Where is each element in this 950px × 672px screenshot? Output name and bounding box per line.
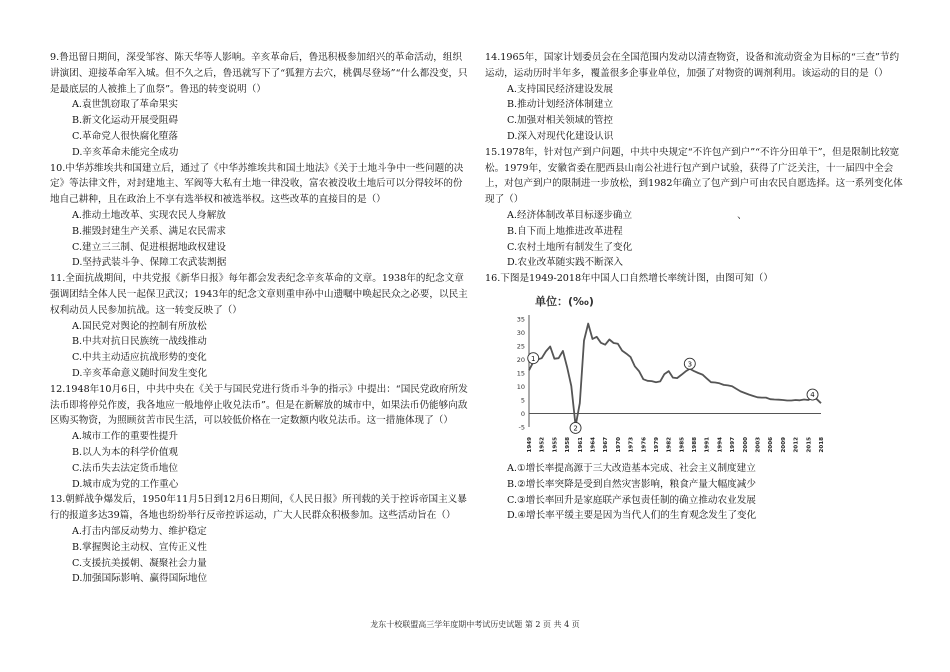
annotation-label: 2 [573,424,578,433]
question-14 [485,50,905,145]
option-c[interactable]: C.建立三三制、促进根据地政权建设 [72,241,226,253]
option-c[interactable]: C.革命党人很快腐化堕落 [72,130,178,142]
annotation-label: 4 [810,391,815,400]
option-c[interactable]: C.农村土地所有制发生了变化 [507,241,633,253]
y-tick-label: 20 [516,355,525,364]
option-a[interactable]: A.①增长率提高源于三大改造基本完成、社会主义制度建立 [507,462,756,474]
y-tick-label: 10 [516,382,525,391]
option-a[interactable]: A.城市工作的重要性提升 [72,431,178,443]
chart-title: 单位：(‰) [535,294,594,308]
chart-canvas [505,293,835,461]
question-12 [50,382,470,493]
option-a[interactable]: A.推动土地改革、实现农民人身解放 [72,209,226,221]
x-tick-label: 2009 [780,436,787,453]
y-tick-label: 25 [516,342,525,351]
question-stem: 12.1948年10月6日，中共中央在《关于与国民党进行货币斗争的指示》中提出：“国民党政府所发法币即将停兑作废，我各地应一般地停止收兑法币”。但是在新解放的城市中，如果法币仍能够向敌区购买物资，为照顾贫苦市民生活，可以较低价格在一定数额内收兑法币。这一措施体现了（） [50,383,468,427]
annotation-label: 1 [530,354,536,363]
x-tick-label: 1952 [539,436,546,453]
question-stem: 15.1978年，针对包产到户问题，中共中央规定“不许包产到户”“不许分田单干”，但是限制比较宽松。1979年，安徽省委在肥西县山南公社进行包产到户试验，获得了广泛关注，十一届四中全会上，对包产到户的限制进一步放松，到1982年确立了包产到户可由农民自愿选择。这一系列变化体现了（） [485,146,903,206]
x-tick-label: 2015 [806,436,813,453]
question-16 [485,271,905,524]
y-tick-label: 30 [516,328,525,337]
question-9 [50,50,470,161]
question-13 [50,492,470,587]
x-tick-label: 1967 [603,436,610,453]
x-tick-label: 2003 [755,436,762,453]
option-b[interactable]: B.掌握舆论主动权、宣传正义性 [72,541,207,553]
option-c[interactable]: C.支援抗美援朝、凝聚社会力量 [72,557,207,569]
x-tick-label: 1964 [590,436,597,453]
question-10 [50,161,470,272]
option-d[interactable]: D.城市成为党的工作重心 [72,478,179,490]
x-tick-label: 1985 [679,436,686,453]
option-b[interactable]: B.推动计划经济体制建立 [507,99,614,111]
question-stem: 16.下图是1949-2018年中国人口自然增长率统计图，由图可知（） [485,273,773,285]
option-b[interactable]: B.新文化运动开展受阻碍 [72,115,179,127]
option-c[interactable]: C.加强对相关领域的管控 [507,115,613,127]
option-a[interactable] [485,208,905,224]
option-a[interactable]: A.打击内部反动势力、维护稳定 [72,525,207,537]
question-11 [50,271,470,382]
page-footer: 龙东十校联盟高三学年度期中考试历史试题 第 2 页 共 4 页 [370,620,580,629]
x-tick-label: 1997 [730,436,737,453]
question-stem: 14.1965年，国家计划委员会在全国范围内发动以清查物资，设备和流动资金为目标的“三查”节约运动，运动历时半年多，覆盖很多企事业单位，加强了对物资的调剂利用。该运动的目的是（） [485,52,900,79]
option-b[interactable]: B.自下而上地推进改革进程 [507,225,623,237]
right-column [485,50,905,524]
stray-mark: 、 [737,209,747,221]
option-c[interactable]: C.中共主动适应抗战形势的变化 [72,352,207,364]
option-d[interactable]: D.④增长率平缓主要是因为当代人们的生育观念发生了变化 [507,510,757,522]
question-stem: 13.朝鲜战争爆发后，1950年11月5日到12月6日期间，《人民日报》所刊载的关于控诉帝国主义暴行的报道多达39篇，各地也纷纷举行反帝控诉运动，广大人民群众积极参加。这些活动旨在（） [50,494,467,522]
y-tick-label: 0 [520,409,525,418]
growth-rate-line [529,324,821,426]
x-tick-label: 2006 [768,436,775,453]
option-b[interactable]: B.摧毁封建生产关系、满足农民需求 [72,225,227,237]
option-b[interactable]: B.中共对抗日民族统一战线推动 [72,336,207,348]
x-tick-label: 2000 [742,436,749,453]
question-15 [485,145,905,271]
option-d[interactable]: D.坚持武装斗争、保障工农武装割据 [72,257,227,269]
y-tick-label: 15 [516,369,525,378]
x-tick-label: 1958 [565,436,572,453]
x-tick-label: 1970 [615,436,622,453]
option-c[interactable]: C.法币失去法定货币地位 [72,462,178,474]
x-tick-label: 1961 [577,436,584,453]
y-tick-label: 5 [520,396,525,405]
option-d[interactable]: D.农业改革随实践不断深入 [507,257,623,269]
option-c[interactable]: C.③增长率回升是家庭联产承包责任制的确立推动农业发展 [507,494,756,506]
left-column [50,50,470,587]
question-stem: 9.鲁迅留日期间，深受邹容、陈天华等人影响。辛亥革命后，鲁迅积极参加绍兴的革命活动，组织讲演团、迎接革命军入城。但不久之后，鲁迅就写下了“狐狸方去穴，桃偶尽登场”“什么都没变，只是最底层的人被推上了血祭”。鲁迅的转变说明（） [50,52,468,95]
option-a[interactable]: A.国民党对舆论的控制有所放松 [72,320,207,332]
annotation-label: 3 [687,360,693,369]
x-tick-label: 1973 [628,436,635,453]
x-tick-label: 1979 [653,436,660,453]
x-tick-label: 2012 [793,436,800,453]
x-tick-label: 1994 [717,436,724,453]
option-d[interactable]: D.深入对现代化建设认识 [507,130,614,142]
option-d[interactable]: D.辛亥革命意义随时间发生变化 [72,367,208,379]
y-tick-label: -5 [518,423,525,432]
option-a[interactable]: A.支持国民经济建设发展 [507,83,613,95]
question-stem: 10.中华苏维埃共和国建立后，通过了《中华苏维埃共和国土地法》《关于土地斗争中一些问题的决定》等法律文件，对封建地主、军阀等大私有土地一律没收，富农被没收土地后可以分得较坏的份地自己耕种，且在政治上不享有选举权和被选举权。这些改革的直接目的是（） [50,162,464,206]
x-tick-label: 1949 [527,436,533,453]
x-tick-label: 1955 [552,436,559,453]
option-a[interactable]: A.袁世凯窃取了革命果实 [72,99,178,111]
option-b[interactable]: B.以人为本的科学价值观 [72,446,179,458]
y-tick-label: 35 [516,315,525,324]
option-d[interactable]: D.加强国际影响、赢得国际地位 [72,573,208,585]
x-tick-label: 1976 [641,436,648,453]
x-tick-label: 1988 [692,436,699,453]
x-tick-label: 1991 [704,436,711,453]
option-b[interactable]: B.②增长率突降是受到自然灾害影响，粮食产量大幅度减少 [507,478,756,490]
question-stem: 11.全面抗战期间，中共党报《新华日报》每年都会发表纪念辛亥革命的文章。1938年的纪念文章强调团结全体人民一起保卫武汉；1943年的纪念文章则重申孙中山遗嘱中唤起民众之必要，以民主权利动员人民参加抗战。这一转变反映了（） [50,273,468,316]
x-tick-label: 2018 [819,436,825,453]
option-d[interactable]: D.辛亥革命未能完全成功 [72,146,179,158]
x-tick-label: 1982 [666,436,673,453]
population-growth-chart [505,293,835,461]
option-text: A.经济体制改革目标逐步确立 [507,209,633,221]
